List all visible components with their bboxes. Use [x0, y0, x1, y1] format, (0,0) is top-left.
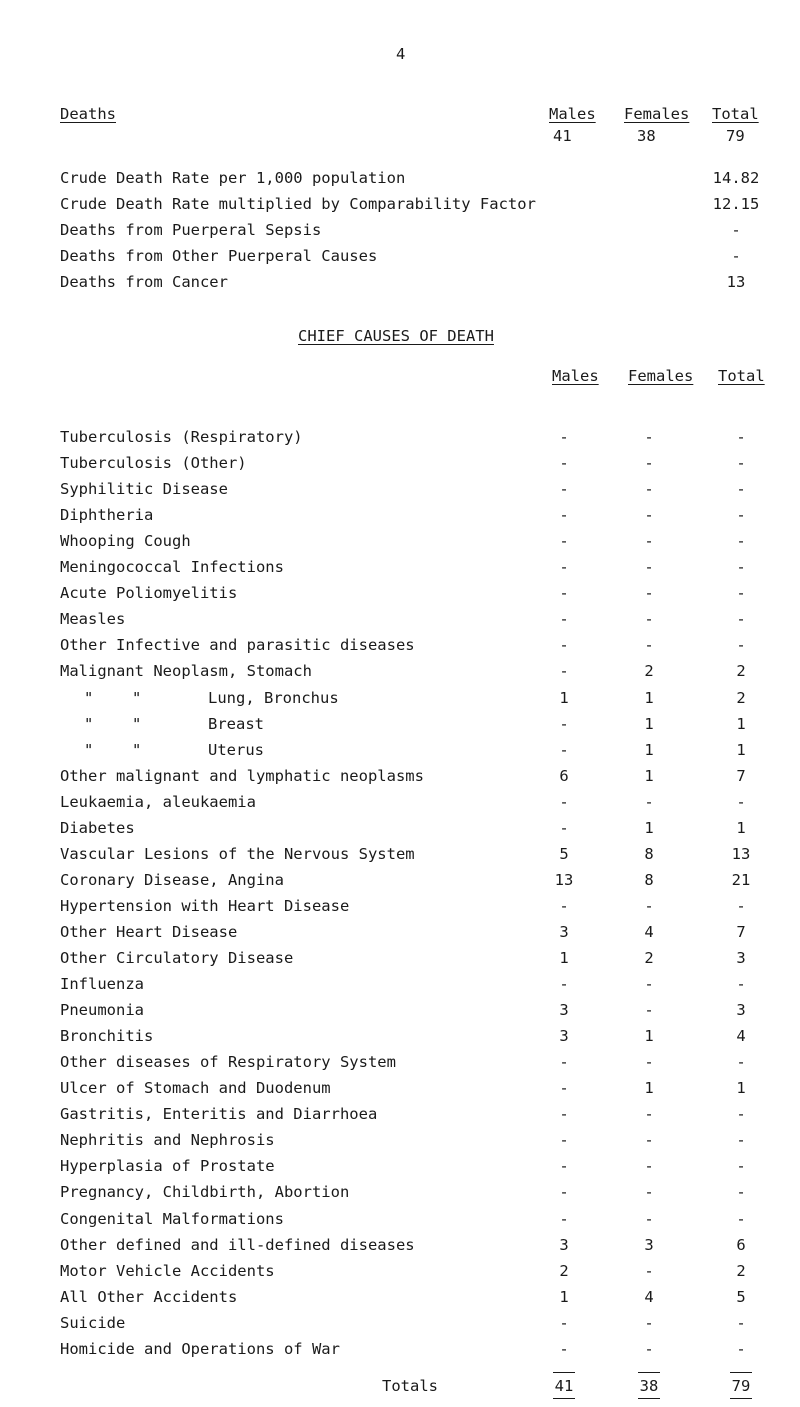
- cause-label: Motor Vehicle Accidents: [60, 1261, 275, 1280]
- cause-males: -: [559, 558, 569, 577]
- cause-total: 3: [736, 949, 746, 967]
- cause-males: -: [559, 584, 569, 603]
- cause-males: 1: [559, 1287, 569, 1306]
- cause-total: -: [736, 636, 746, 655]
- cause-row: [0, 1336, 800, 1362]
- cause-males: -: [559, 1105, 569, 1124]
- totals-rule-total: [730, 1372, 752, 1373]
- cause-label-text: Uterus: [208, 740, 264, 759]
- cause-females: 4: [644, 1287, 654, 1306]
- summary-row-label: Deaths from Puerperal Sepsis: [60, 221, 322, 239]
- summary-row-value: 12.15: [712, 195, 760, 213]
- cause-total: -: [736, 1157, 746, 1176]
- cause-females: -: [644, 428, 654, 446]
- cause-total: 1: [736, 740, 746, 759]
- cause-row: [0, 502, 800, 528]
- cause-males: 3: [559, 1235, 569, 1254]
- cause-label: Malignant Neoplasm, Stomach: [60, 662, 312, 681]
- cause-row: [0, 789, 800, 815]
- cause-females: 8: [644, 870, 654, 889]
- cause-label-text: Lung, Bronchus: [208, 688, 339, 707]
- ditto-mark: ": [132, 714, 142, 733]
- summary-row-value: -: [731, 247, 741, 265]
- totals-females: 38: [639, 1377, 659, 1395]
- cause-total: -: [736, 1131, 746, 1150]
- cause-females: 2: [644, 949, 654, 967]
- cause-females: -: [644, 506, 654, 525]
- cause-label-text: Breast: [208, 714, 264, 733]
- cause-row: [0, 1127, 800, 1153]
- totals-total: 79: [731, 1377, 751, 1395]
- cause-females: 8: [644, 844, 654, 863]
- cause-total: 6: [736, 1235, 746, 1254]
- cause-label: Other Infective and parasitic diseases: [60, 636, 415, 655]
- cause-row: [0, 1310, 800, 1336]
- summary-row-value: 14.82: [712, 169, 760, 187]
- summary-row-label: Deaths from Cancer: [60, 273, 228, 291]
- cause-row: [0, 867, 800, 893]
- cause-row: [0, 945, 800, 971]
- cause-row: [0, 1206, 800, 1232]
- cause-total: 2: [736, 662, 746, 681]
- cause-row: [0, 450, 800, 476]
- totals-rule-females: [638, 1372, 660, 1373]
- cause-total: -: [736, 584, 746, 603]
- cause-row: [0, 893, 800, 919]
- cause-row: [0, 1101, 800, 1127]
- cause-row: [0, 711, 800, 737]
- cause-row: [0, 1284, 800, 1310]
- cause-total: 7: [736, 922, 746, 941]
- summary-col-females: Females: [624, 105, 690, 123]
- cause-label: Hyperplasia of Prostate: [60, 1157, 275, 1176]
- cause-row: [0, 1023, 800, 1049]
- chief-causes-title: CHIEF CAUSES OF DEATH: [298, 327, 494, 345]
- cause-label: Hypertension with Heart Disease: [60, 896, 350, 915]
- cause-total: 13: [731, 844, 751, 863]
- causes-col-females: Females: [628, 367, 694, 385]
- cause-row: [0, 919, 800, 945]
- cause-label: Ulcer of Stomach and Duodenum: [60, 1079, 331, 1098]
- cause-total: 1: [736, 818, 746, 837]
- cause-total: 2: [736, 688, 746, 707]
- cause-row: [0, 1075, 800, 1101]
- cause-row: [0, 1179, 800, 1205]
- summary-row-value: -: [731, 221, 741, 239]
- cause-males: -: [559, 1053, 569, 1072]
- cause-row: [0, 737, 800, 763]
- causes-col-total: Total: [718, 367, 765, 385]
- cause-females: 1: [644, 740, 654, 759]
- cause-females: -: [644, 1131, 654, 1150]
- cause-females: -: [644, 1105, 654, 1124]
- cause-females: 1: [644, 818, 654, 837]
- cause-row: [0, 554, 800, 580]
- cause-label: Coronary Disease, Angina: [60, 870, 284, 889]
- cause-label: Suicide: [60, 1313, 126, 1332]
- cause-total: 1: [736, 1079, 746, 1098]
- cause-total: 3: [736, 1001, 746, 1020]
- cause-males: -: [559, 532, 569, 551]
- totals-underline-females: [638, 1398, 660, 1399]
- cause-label: Meningococcal Infections: [60, 558, 284, 577]
- cause-females: -: [644, 480, 654, 499]
- cause-females: -: [644, 1209, 654, 1228]
- cause-males: -: [559, 740, 569, 759]
- totals-underline-males: [553, 1398, 575, 1399]
- cause-females: -: [644, 896, 654, 915]
- cause-males: -: [559, 1079, 569, 1098]
- cause-total: -: [736, 610, 746, 629]
- cause-total: 1: [736, 714, 746, 733]
- cause-total: -: [736, 1339, 746, 1358]
- cause-total: 2: [736, 1261, 746, 1280]
- ditto-mark: ": [84, 688, 94, 707]
- summary-total-count: 79: [726, 127, 745, 145]
- summary-col-total: Total: [712, 105, 759, 123]
- cause-total: -: [736, 480, 746, 499]
- cause-females: 2: [644, 662, 654, 681]
- cause-row: [0, 971, 800, 997]
- cause-total: 4: [736, 1027, 746, 1046]
- cause-total: -: [736, 532, 746, 551]
- cause-label: Pregnancy, Childbirth, Abortion: [60, 1183, 350, 1202]
- cause-total: 21: [731, 870, 751, 889]
- cause-males: -: [559, 1339, 569, 1358]
- cause-females: -: [644, 975, 654, 994]
- causes-col-males: Males: [552, 367, 599, 385]
- cause-total: -: [736, 1105, 746, 1124]
- cause-total: -: [736, 792, 746, 811]
- cause-label: Vascular Lesions of the Nervous System: [60, 844, 415, 863]
- summary-males-count: 41: [553, 127, 572, 145]
- cause-row: [0, 815, 800, 841]
- cause-label: Pneumonia: [60, 1001, 144, 1020]
- cause-label: Gastritis, Enteritis and Diarrhoea: [60, 1105, 378, 1124]
- cause-males: -: [559, 714, 569, 733]
- cause-females: 1: [644, 714, 654, 733]
- cause-total: -: [736, 454, 746, 473]
- cause-males: -: [559, 506, 569, 525]
- cause-label: Homicide and Operations of War: [60, 1339, 340, 1358]
- cause-females: 1: [644, 1027, 654, 1046]
- cause-males: -: [559, 896, 569, 915]
- cause-row: [0, 658, 800, 684]
- cause-females: -: [644, 1183, 654, 1202]
- cause-males: 6: [559, 766, 569, 785]
- cause-label: Influenza: [60, 975, 144, 994]
- cause-males: 2: [559, 1261, 569, 1280]
- cause-total: -: [736, 558, 746, 577]
- totals-label: Totals: [382, 1377, 438, 1395]
- totals-underline-total: [730, 1398, 752, 1399]
- cause-total: -: [736, 428, 746, 446]
- deaths-heading: Deaths: [60, 105, 116, 123]
- cause-label: Whooping Cough: [60, 532, 191, 551]
- cause-row: [0, 841, 800, 867]
- cause-label: Other Circulatory Disease: [60, 949, 294, 967]
- cause-males: -: [559, 818, 569, 837]
- cause-females: -: [644, 1157, 654, 1176]
- cause-males: -: [559, 480, 569, 499]
- summary-col-males: Males: [549, 105, 596, 123]
- cause-row: [0, 580, 800, 606]
- ditto-mark: ": [84, 714, 94, 733]
- cause-males: 3: [559, 922, 569, 941]
- cause-row: [0, 1232, 800, 1258]
- cause-males: -: [559, 1157, 569, 1176]
- cause-males: -: [559, 610, 569, 629]
- cause-label: Tuberculosis (Other): [60, 454, 247, 473]
- cause-males: -: [559, 792, 569, 811]
- summary-row-label: Crude Death Rate multiplied by Comparability Factor: [60, 195, 536, 213]
- cause-males: -: [559, 636, 569, 655]
- cause-label: Syphilitic Disease: [60, 480, 228, 499]
- cause-label: Diphtheria: [60, 506, 154, 525]
- cause-label: Congenital Malformations: [60, 1209, 284, 1228]
- ditto-mark: ": [84, 740, 94, 759]
- cause-females: 1: [644, 688, 654, 707]
- summary-females-count: 38: [637, 127, 656, 145]
- cause-males: -: [559, 1313, 569, 1332]
- summary-row-label: Deaths from Other Puerperal Causes: [60, 247, 378, 265]
- cause-label: All Other Accidents: [60, 1287, 238, 1306]
- cause-males: 5: [559, 844, 569, 863]
- cause-label: Tuberculosis (Respiratory): [60, 428, 303, 446]
- cause-males: -: [559, 662, 569, 681]
- cause-total: -: [736, 1053, 746, 1072]
- cause-females: -: [644, 584, 654, 603]
- cause-row: [0, 1049, 800, 1075]
- cause-females: -: [644, 792, 654, 811]
- cause-total: -: [736, 975, 746, 994]
- cause-females: 1: [644, 1079, 654, 1098]
- cause-males: 3: [559, 1027, 569, 1046]
- cause-females: -: [644, 1053, 654, 1072]
- cause-males: 13: [554, 870, 574, 889]
- cause-females: -: [644, 532, 654, 551]
- cause-males: 1: [559, 949, 569, 967]
- cause-females: -: [644, 1261, 654, 1280]
- cause-males: -: [559, 454, 569, 473]
- cause-total: -: [736, 1313, 746, 1332]
- cause-row: [0, 997, 800, 1023]
- cause-row: [0, 685, 800, 711]
- cause-total: -: [736, 896, 746, 915]
- cause-label: Other diseases of Respiratory System: [60, 1053, 396, 1072]
- ditto-mark: ": [132, 740, 142, 759]
- cause-label: Acute Poliomyelitis: [60, 584, 238, 603]
- cause-label: Leukaemia, aleukaemia: [60, 792, 256, 811]
- summary-row-value: 13: [726, 273, 746, 291]
- cause-label: Other defined and ill-defined diseases: [60, 1235, 415, 1254]
- cause-label: Diabetes: [60, 818, 135, 837]
- cause-label: Other malignant and lymphatic neoplasms: [60, 766, 424, 785]
- cause-row: [0, 1258, 800, 1284]
- cause-females: 4: [644, 922, 654, 941]
- cause-row: [0, 1153, 800, 1179]
- ditto-mark: ": [132, 688, 142, 707]
- cause-label: Nephritis and Nephrosis: [60, 1131, 275, 1150]
- summary-row-label: Crude Death Rate per 1,000 population: [60, 169, 406, 187]
- cause-total: -: [736, 1183, 746, 1202]
- cause-females: -: [644, 1001, 654, 1020]
- cause-total: -: [736, 1209, 746, 1228]
- cause-row: [0, 606, 800, 632]
- cause-total: 7: [736, 766, 746, 785]
- page-number: 4: [396, 45, 406, 63]
- cause-row: [0, 424, 800, 450]
- cause-males: 3: [559, 1001, 569, 1020]
- cause-label: Bronchitis: [60, 1027, 154, 1046]
- cause-males: -: [559, 1209, 569, 1228]
- cause-label: Other Heart Disease: [60, 922, 238, 941]
- cause-females: -: [644, 610, 654, 629]
- cause-row: [0, 528, 800, 554]
- cause-males: -: [559, 428, 569, 446]
- cause-males: -: [559, 1131, 569, 1150]
- cause-row: [0, 632, 800, 658]
- cause-total: 5: [736, 1287, 746, 1306]
- cause-label: Measles: [60, 610, 126, 629]
- cause-males: -: [559, 1183, 569, 1202]
- cause-males: -: [559, 975, 569, 994]
- cause-females: -: [644, 454, 654, 473]
- cause-females: -: [644, 636, 654, 655]
- cause-females: -: [644, 558, 654, 577]
- cause-row: [0, 763, 800, 789]
- cause-females: -: [644, 1339, 654, 1358]
- cause-females: 1: [644, 766, 654, 785]
- cause-row: [0, 476, 800, 502]
- cause-males: 1: [559, 688, 569, 707]
- cause-total: -: [736, 506, 746, 525]
- cause-females: 3: [644, 1235, 654, 1254]
- totals-males: 41: [554, 1377, 574, 1395]
- totals-rule-males: [553, 1372, 575, 1373]
- cause-females: -: [644, 1313, 654, 1332]
